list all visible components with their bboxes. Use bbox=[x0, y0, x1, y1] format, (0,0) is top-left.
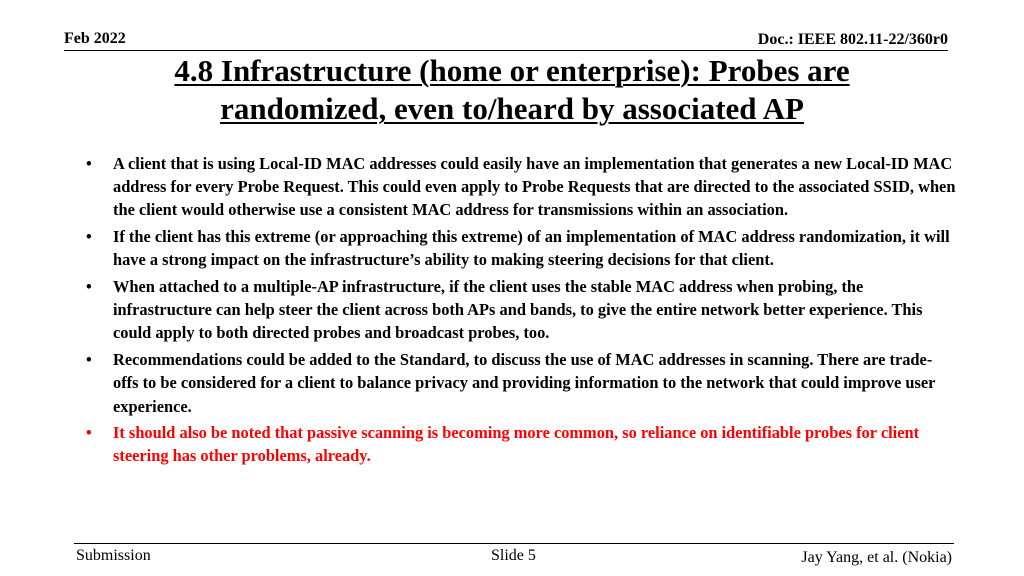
bullet-item bbox=[86, 275, 956, 345]
bullet-marker: • bbox=[86, 423, 92, 443]
bullet-item-highlighted bbox=[86, 421, 956, 467]
bullet-text: If the client has this extreme (or approaching this extreme) of an implementation of MAC address randomization, it will have a strong impact on the infrastructure’s ability to making steering decisions for that client. bbox=[113, 227, 950, 270]
footer-submission: Submission bbox=[76, 547, 151, 564]
footer-slide-number: Slide 5 bbox=[491, 547, 536, 564]
bullet-marker: • bbox=[86, 154, 92, 173]
bullet-item bbox=[86, 348, 956, 418]
bullet-list bbox=[86, 152, 956, 471]
slide-title bbox=[40, 52, 984, 128]
header-doc-id: Doc.: IEEE 802.11-22/360r0 bbox=[757, 31, 948, 48]
slide-title-line-2: randomized, even to/heard by associated AP bbox=[220, 91, 804, 126]
footer-divider bbox=[74, 543, 954, 544]
bullet-marker: • bbox=[86, 350, 92, 370]
bullet-marker: • bbox=[86, 277, 92, 297]
header-divider bbox=[64, 50, 948, 51]
footer-author: Jay Yang, et al. (Nokia) bbox=[801, 549, 952, 566]
bullet-marker: • bbox=[86, 227, 92, 247]
bullet-item bbox=[86, 225, 956, 271]
bullet-text: A client that is using Local-ID MAC addresses could easily have an implementation that generates a new Local-ID MAC address for every Probe Request. This could even apply to Probe Requests that are directed to the associated SSID, when the client would otherwise use a consistent MAC address for transmissions within an association. bbox=[113, 154, 956, 220]
bullet-item bbox=[86, 152, 956, 222]
bullet-text: Recommendations could be added to the Standard, to discuss the use of MAC addresses in scanning. There are trade-offs to be considered for a client to balance privacy and providing information to the network that could improve user experience. bbox=[113, 350, 936, 416]
bullet-text: When attached to a multiple-AP infrastructure, if the client uses the stable MAC address when probing, the infrastructure can help steer the client across both APs and bands, to give the entire network better experience. This could apply to both directed probes and broadcast probes, too. bbox=[113, 277, 923, 343]
header-date: Feb 2022 bbox=[64, 30, 126, 47]
slide-title-line-1: 4.8 Infrastructure (home or enterprise): Probes are bbox=[174, 53, 850, 88]
bullet-text: It should also be noted that passive scanning is becoming more common, so reliance on identifiable probes for client steering has other problems, already. bbox=[113, 423, 920, 466]
